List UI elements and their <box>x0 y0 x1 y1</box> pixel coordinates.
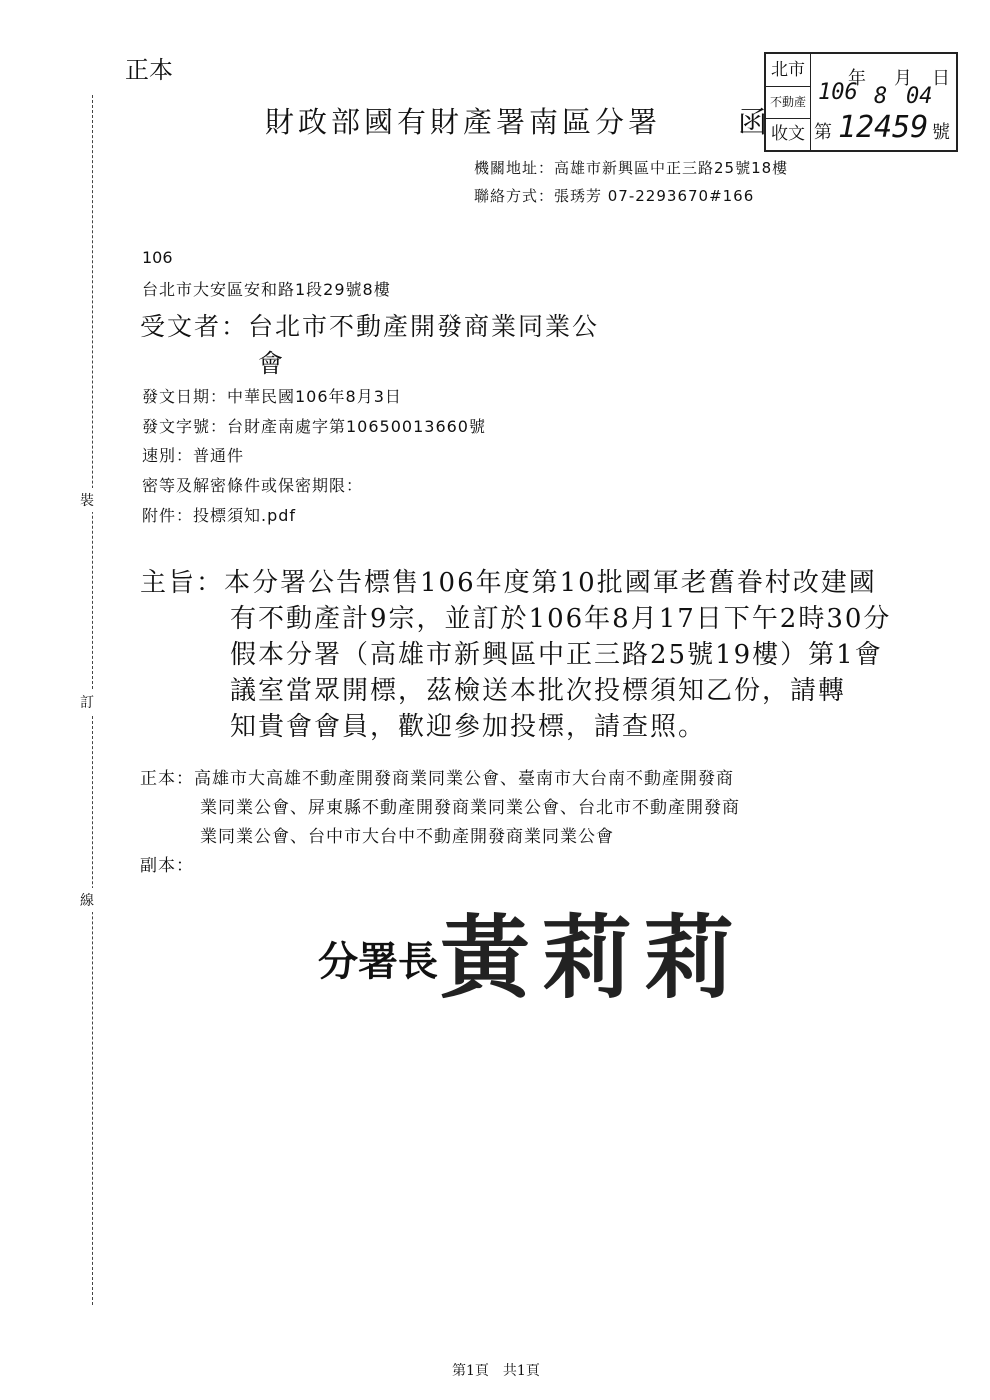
subject-line: 議室當眾開標，茲檢送本批次投標須知乙份，請轉 <box>230 676 847 706</box>
cc-copy: 副本： <box>140 856 194 876</box>
binding-mark-zhuang: 裝 <box>80 488 94 512</box>
stamp-number: 12459 <box>838 110 929 145</box>
copy-type-label: 正本 <box>125 56 173 84</box>
page-footer: 第1頁 共1頁 <box>452 1363 540 1379</box>
subject-line: 主旨：本分署公告標售106年度第10批國軍老舊眷村改建國 <box>140 568 877 598</box>
recipient-line1: 受文者：台北市不動產開發商業同業公 <box>140 312 600 341</box>
stamp-org-line3: 收文 <box>766 118 811 150</box>
stamp-org-line1: 北市 <box>766 54 811 87</box>
agency-address: 機關地址：高雄市新興區中正三路25號18樓 <box>474 159 789 177</box>
stamp-no-prefix: 第 <box>814 122 832 143</box>
stamp-org-line2: 不動產 <box>766 86 811 119</box>
cc-original-line: 業同業公會、台中市大台中不動產開發商業同業公會 <box>200 827 614 847</box>
cc-original-line: 業同業公會、屏東縣不動產開發商業同業公會、台北市不動產開發商 <box>200 798 740 818</box>
attachment-link[interactable]: 附件：投標須知.pdf <box>142 506 297 525</box>
stamp-no-suffix: 號 <box>932 122 950 143</box>
urgency: 速別：普通件 <box>142 446 245 465</box>
issue-date: 發文日期：中華民國106年8月3日 <box>142 387 402 406</box>
stamp-year-label: 年 <box>848 68 866 89</box>
document-number: 發文字號：台財產南處字第10650013660號 <box>142 417 486 436</box>
document-type: 函 <box>738 105 768 139</box>
signer-title: 分署長 <box>318 939 438 985</box>
stamp-month-label: 月 <box>894 68 912 89</box>
binding-mark-xian: 線 <box>80 888 94 912</box>
binding-mark-ding: 訂 <box>80 690 94 714</box>
signer-signature: 黃莉莉 <box>440 905 746 1011</box>
agency-contact: 聯絡方式：張琇芳 07-2293670#166 <box>474 187 755 205</box>
postal-code: 106 <box>142 248 173 267</box>
recipient-line2: 會 <box>258 349 284 378</box>
stamp-day-label: 日 <box>932 68 950 89</box>
receipt-stamp <box>764 52 958 152</box>
cc-original-line: 正本：高雄市大高雄不動產開發商業同業公會、臺南市大台南不動產開發商 <box>140 769 734 789</box>
subject-line: 有不動產計9宗，並訂於106年8月17日下午2時30分 <box>230 604 892 634</box>
stamp-year: 106 <box>818 80 858 105</box>
recipient-address: 台北市大安區安和路1段29號8樓 <box>142 280 391 299</box>
subject-line: 假本分署（高雄市新興區中正三路25號19樓）第1會 <box>230 640 883 670</box>
classification: 密等及解密條件或保密期限： <box>142 476 364 495</box>
stamp-day: 04 <box>906 84 933 109</box>
stamp-month: 8 <box>874 84 888 109</box>
agency-title: 財政部國有財產署南區分署 <box>265 105 662 139</box>
subject-line: 知貴會會員，歡迎參加投標，請查照。 <box>230 712 707 742</box>
